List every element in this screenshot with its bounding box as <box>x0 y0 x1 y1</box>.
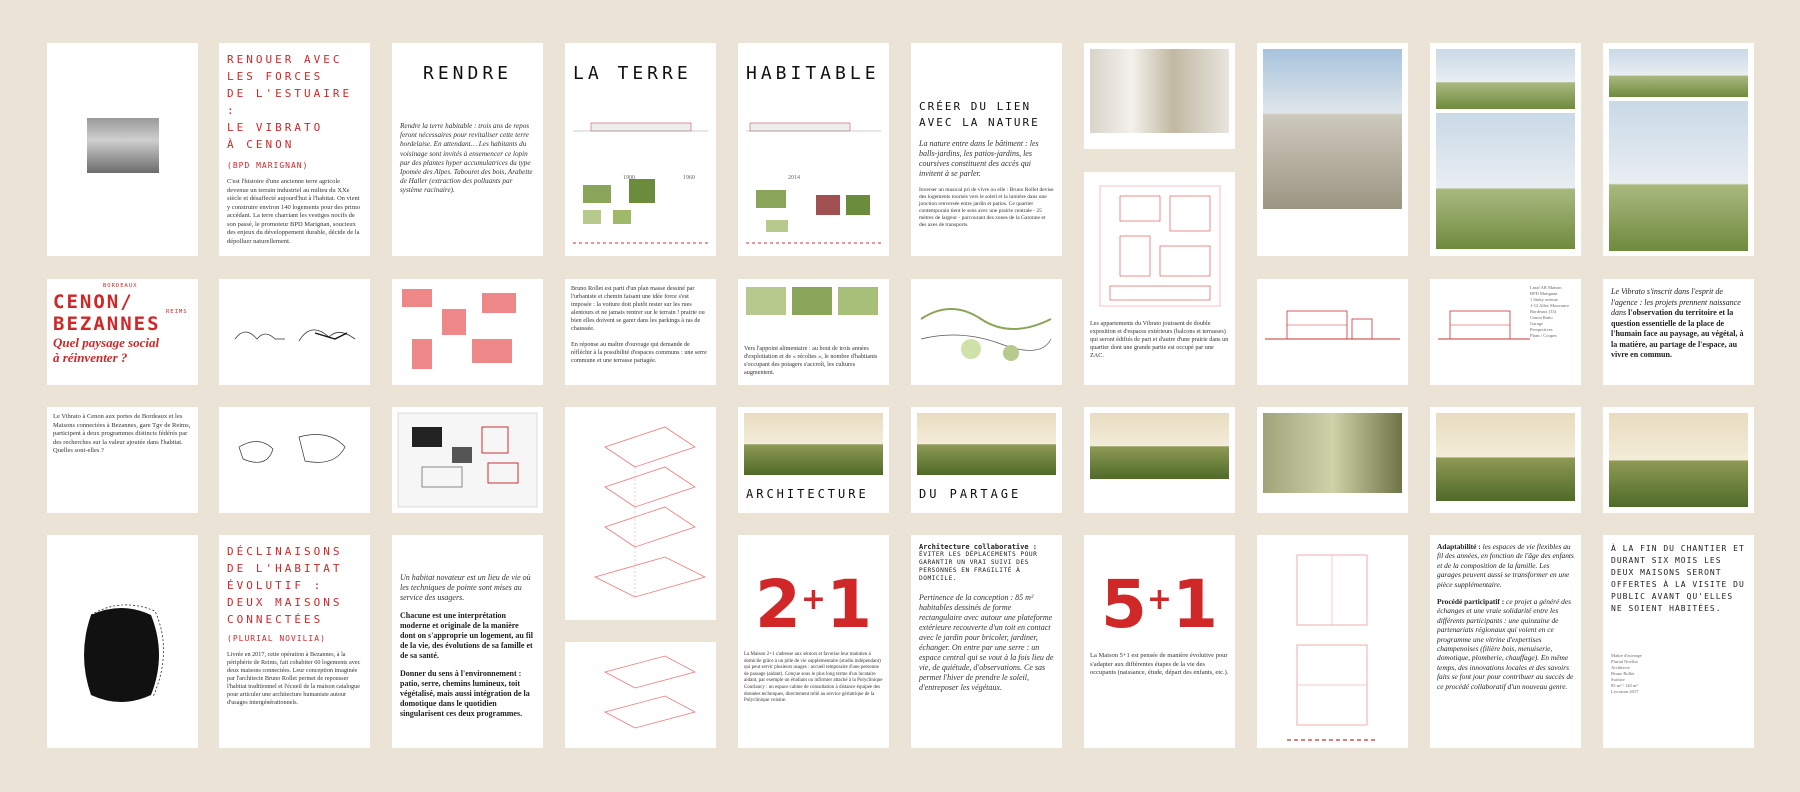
rendre-word: RENDRE <box>422 63 513 84</box>
page-photo-plaza <box>1603 43 1754 256</box>
cenon-title: CENON/ BEZANNES <box>53 291 161 335</box>
block-3 <box>482 293 516 313</box>
page-photo-house-3 <box>1084 407 1235 513</box>
garden-diagram-2 <box>792 287 832 315</box>
adapt-block-1: Adaptabilité : les espaces de vie flexibles au fil des années, en fonction de l'âge des enfants et de la composition de la famille. Les garages peuvent aussi se transformer en une pièce supplémentaire. <box>1437 542 1574 589</box>
page-appoint <box>738 279 889 385</box>
year-2014: 2014 <box>788 175 800 181</box>
blob-plan-icon <box>47 535 198 748</box>
plan-sketches <box>219 407 370 513</box>
houses-sketch <box>219 279 370 385</box>
park-photo-b <box>1436 113 1575 249</box>
page-la-terre <box>565 43 716 256</box>
page-photo-green <box>1603 407 1754 513</box>
street-photo <box>1263 49 1402 209</box>
adapt-block-2: Procédé participatif : ce projet a généré des échanges et une vraie solidarité entre les différents participants : une quinzaine de partenariats régionaux qui voient en ce programme une vitrine d'expertises champenoises (filière bois, menuiserie, domotique, plomberie, chauffage). En même temps, des innovations locales et des savoirs faits se font jour pour contribuer au succès de ce procédé collaboratif d'un nouveau genre. <box>1437 597 1574 691</box>
fin-body: À LA FIN DU CHANTIER ET DURANT SIX MOIS LES DEUX MAISONS SERONT OFFERTES À LA VISITE DU PUBLIC AVANT QU'ELLES NE SOIENT HABITÉES. <box>1611 544 1745 613</box>
building-photo-1 <box>1090 49 1229 133</box>
page-map <box>392 407 543 513</box>
declinaisons-body: Livrée en 2017, cette opération à Bezannes, à la périphérie de Reims, fait cohabiter 60 logements avec deux maisons connectées. Leur conception imaginée par l'architecte Bruno Rollet permet de repousser l'habitat traditionnel et l'écueil de la maison catalogue pour articuler une architecture humaniste autour d'usages intergénérationnels. <box>227 651 361 706</box>
soil-diagram <box>573 95 708 245</box>
declinaisons-subtitle: (PLURIAL NOVILIA) <box>227 634 326 643</box>
page-habitable <box>738 43 889 256</box>
page-renouer <box>219 43 370 256</box>
axonometric-small <box>565 642 716 748</box>
page-observation <box>1603 279 1754 385</box>
creer-title: CRÉER DU LIEN AVEC LA NATURE <box>919 100 1040 129</box>
page-sketch-plans <box>219 407 370 513</box>
cadastral-map <box>392 407 543 513</box>
bruno-body-1: Bruno Rollet est parti d'un plan masse dessiné par l'urbaniste et chemin faisant une idée force s'est imposée : la voiture doit plutôt rester sur les rues alentours et ne jamais rentrer sur le terrain ! prairie ou bien elles doivent se garer dans les parkings à ras de chaussée. <box>571 285 705 332</box>
block-4 <box>412 339 432 369</box>
two-plus-one-body: La Maison 2+1 s'adresse aux séniors et favorise leur maintien à domicile grâce à un pôle de vie supplémentaire (studio indépendant) qui peut servir plusieurs usages : accueil temporaire d'une personne de passage (aidant). Conçue sous le plus long terme d'un locataire aidant, par exemple un étudiant ou infirmier attaché à la Polyclinique Courlancy : un espace cabine de consultation à distance équipée des données techniques, directement relié au service gériatrique de la Polyclinique voisine. <box>744 652 883 704</box>
page-photo-park <box>1430 43 1581 256</box>
garden-photo <box>1436 413 1575 501</box>
green-roof-photo <box>1609 413 1748 507</box>
creer-lead: La nature entre dans le bâtiment : les balls-jardins, les patios-jardins, les coursives constituent des accès qui invitent à se parler. <box>919 139 1039 178</box>
page-habitat-novateur <box>392 535 543 748</box>
page-site-plan <box>1084 172 1235 385</box>
collab-body: Pertinence de la conception : 85 m² habitables dessinés de forme rectangulaire avec autour une plateforme extérieure recouverte d'un toit en contact avec le jardin pour bricoler, jardiner, échanger. On entre par une serre : un espace central qui se vout à la fois lieu de vie, de quiétude, d'observations. Ce sas permet l'hiver de prendre le soleil, d'entreposer les végétaux. <box>919 593 1054 692</box>
building-section-1 <box>1257 279 1408 385</box>
legend-list: Lmaf AR Maison BPD Marignan 1 Stuky avenue 1-12 Allee Mouvance Bordeaux (33) Cenon Ratio Garage Perspectives Plans / Coupes <box>1530 285 1569 338</box>
habitat-body-1: Chacune est une interprétation moderne et originale de la manière dont on s'approprie un logement, au fil de la vie, des évolutions de sa famille et de sa santé. <box>400 611 533 660</box>
architecture-word: ARCHITECTURE <box>746 487 869 501</box>
habitat-body-2: Donner du sens à l'environnement : patio, serre, chemins lumineux, toit végétalisé, mais aussi intégration de la domotique dans le quotidien singularisent ces deux programmes. <box>400 669 530 718</box>
landscape-sketch <box>911 279 1062 385</box>
page-fin-chantier <box>1603 535 1754 748</box>
house-photo-3 <box>1090 413 1229 479</box>
page-du-partage <box>911 407 1062 513</box>
page-vibrato <box>47 407 198 513</box>
year-1900: 1900 <box>623 175 635 181</box>
plaza-photo-a <box>1609 49 1748 97</box>
planting-diagram <box>746 95 881 245</box>
interior-photo <box>1263 413 1402 493</box>
garden-diagram-3 <box>838 287 878 315</box>
page-exploded-axo <box>565 407 716 620</box>
page-blob <box>47 535 198 748</box>
fin-credits: Maître d'ouvrage Plurial Novilia Architecte Bruno Rollet Surface 85 m² / 120 m² Livraison 2017 <box>1611 653 1642 694</box>
house-photo-2 <box>917 413 1056 475</box>
block-2 <box>442 309 466 335</box>
habitat-lead: Un habitat novateur est un lieu de vie où les techniques de pointe sont mises au service des usagers. <box>400 573 531 602</box>
page-photo-street <box>1257 43 1408 256</box>
house-photo-1 <box>744 413 883 475</box>
page-adaptabilite <box>1430 535 1581 748</box>
page-floorplans <box>1257 535 1408 748</box>
page-collaborative <box>911 535 1062 748</box>
page-photo-building-1 <box>1084 43 1235 149</box>
two-plus-one-figure: 2+1 <box>754 566 872 643</box>
page-section-2 <box>1430 279 1581 385</box>
observation-text: Le Vibrato s'inscrit dans l'esprit de l'agence : les projets prennent naissance dans l'observation du territoire et la question essentielle de la place de l'humain face au paysage, au végétal, à la matière, au partage de l'espace, au vivre en commun. <box>1611 287 1744 359</box>
page-architecture <box>738 407 889 513</box>
declinaisons-title: DÉCLINAISONS DE L'HABITAT ÉVOLUTIF : DEUX MAISONS CONNECTÉES <box>227 545 343 626</box>
habitable-word: HABITABLE <box>746 63 880 84</box>
cenon-small-right: REIMS <box>166 309 188 315</box>
page-5plus1 <box>1084 535 1235 748</box>
appoint-body: Vers l'appoint alimentaire : au bout de trois années d'exploitation et de « récoltes », le nombre d'habitants s'occupant des potagers s'accroît, les cultures augmentent. <box>744 345 878 376</box>
floor-plans <box>1257 535 1408 748</box>
renouer-body: C'est l'histoire d'une ancienne terre agricole devenue un terrain industriel au milieu du XXe siècle et désaffecté aujourd'hui à l'habitat. On vient y construire environ 140 logements pour des primo accédant. La terre charriant les vestiges nocifs de son passé, le promoteur BPD Marignan, soucieux des enjeux du développement durable, décide de la dépolluer naturellement. <box>227 178 361 245</box>
cenon-question: Quel paysage social à réinventer ? <box>53 335 160 365</box>
block-1 <box>402 289 432 307</box>
collab-head: Architecture collaborative : <box>919 543 1038 551</box>
page-cenon <box>47 279 198 385</box>
five-plus-one-body: La Maison 5+1 est pensée de manière évolutive pour s'adapter aux différentes étapes de la vie des occupants (naissance, étude, départ des enfants, etc.). <box>1090 652 1229 676</box>
collab-head-2: ÉVITER LES DÉPLACEMENTS POUR GARANTIR UN VRAI SUIVI DES PERSONNES EN FRAGILITÉ À DOMICILE. <box>919 551 1038 582</box>
renouer-title: RENOUER AVEC LES FORCES DE L'ESTUAIRE : LE VIBRATO À CENON <box>227 53 353 151</box>
park-photo-a <box>1436 49 1575 109</box>
page-landscape-sketch <box>911 279 1062 385</box>
page-creer <box>911 43 1062 256</box>
year-1960: 1960 <box>683 175 695 181</box>
page-photo-historic <box>47 43 198 256</box>
garden-diagram-1 <box>746 287 786 315</box>
la-terre-word: LA TERRE <box>573 63 692 84</box>
five-plus-one-figure: 5+1 <box>1100 566 1218 643</box>
renouer-subtitle: (BPD MARIGNAN) <box>227 161 309 170</box>
creer-body: Inverser un musical pri de vivre ou elle : Bruno Rollet devise des logements tournés vers le soleil et la lumière dans une jonction renversée entre jardin et patios. Ce quartier contemporain tient le sens avec une prairie centrale - 25 mètres de largeur - parcourant des zones de la Garonne et des axes de transports. <box>919 187 1054 228</box>
rendre-body: Rendre la terre habitable : trois ans de repos feront nécessaires pour revitaliser cette terre bordelaise. En attendant… Les habitants du voisinage sont invités à ensemencer ce lopin par des plantes hyper accumulatrices du type Ipomée des Alpes. Tabouret des bois, Arabette de Haller (extraction des polluants par système racinaire). <box>400 122 533 195</box>
page-2plus1 <box>738 535 889 748</box>
exploded-axonometric <box>565 407 716 620</box>
page-axo-small <box>565 642 716 748</box>
vibrato-body: Le Vibrato à Cenon aux portes de Bordeaux et les Maisons connectées à Bezannes, gare Tgv de Reims, participent à deux programmes distincts fédérés par des recherches sur la valeur ajoutée dans l'habitat. Quelles sont-elles ? <box>53 413 191 454</box>
plaza-photo-b <box>1609 101 1748 251</box>
appart-body: Les appartements du Vibrato jouissent de double exposition et d'espaces extérieurs (balcons et terrasses) qui seront édifiés de part et d'autre d'une prairie dans un quartier dont une grande partie est occupé par une ZAC. <box>1090 320 1229 359</box>
site-plan-drawing <box>1090 176 1229 316</box>
du-partage-word: DU PARTAGE <box>919 487 1022 501</box>
page-photo-interior <box>1257 407 1408 513</box>
page-section-1 <box>1257 279 1408 385</box>
cenon-small-top: BORDEAUX <box>103 283 138 289</box>
page-sketch-houses <box>219 279 370 385</box>
historic-street-photo <box>87 118 159 173</box>
page-photo-garden <box>1430 407 1581 513</box>
page-declinaisons <box>219 535 370 748</box>
block-5 <box>472 339 512 363</box>
page-urban-plan <box>392 279 543 385</box>
page-rendre <box>392 43 543 256</box>
bruno-body-2: En réponse au maître d'ouvrage qui demande de réfléchir à la possibilité d'espaces communs : une serre commune et une terrasse partagée. <box>571 341 707 364</box>
page-bruno <box>565 279 716 385</box>
